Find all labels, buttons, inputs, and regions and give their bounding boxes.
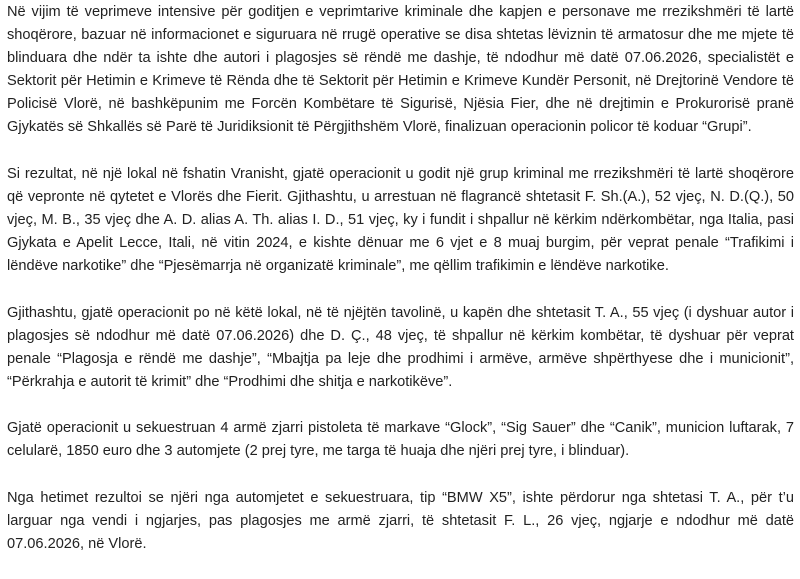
paragraph-operation-intro: Në vijim të veprimeve intensive për goditjen e veprimtarive kriminale dhe kapjen e personave me rrezikshmëri të lartë shoqërore, bazuar në informacionet e siguruara në rrugë operative se disa shtetas lëviznin të armatosur dhe me mjete të blinduara dhe ndër ta ishte dhe autori i plagosjes së rëndë me dashje, të ndodhur më datë 07.06.2026, specialistët e Sektorit për Hetimin e Krimeve të Rënda dhe të Sektorit për Hetimin e Krimeve Kundër Personit, në Drejtorinë Vendore të Policisë Vlorë, në bashkëpunim me Forcën Kombëtare të Sigurisë, Njësia Fier, dhe në drejtimin e Prokurorisë pranë Gjykatës së Shkallës së Parë të Juridiksionit të Përgjithshëm Vlorë, finalizuan operacionin policor të koduar “Grupi”. [7,4,794,136]
paragraph-seizures: Gjatë operacionit u sekuestruan 4 armë zjarri pistoleta të markave “Glock”, “Sig Sauer” dhe “Canik”, municion luftarak, 7 celularë, 1850 euro dhe 3 automjete (2 prej tyre, me targa të huaja dhe njëri prej tyre, i blinduar). [7,420,794,460]
paragraph-arrests: Si rezultat, në një lokal në fshatin Vranisht, gjatë operacionit u godit një grup kriminal me rrezikshmëri të lartë shoqërore që vepronte në qytetet e Vlorës dhe Fierit. Gjithashtu, u arrestuan në flagrancë shtetasit F. Sh.(A.), 52 vjeç, N. D.(Q.), 50 vjeç, M. B., 35 vjeç dhe A. D. alias A. Th. alias I. D., 51 vjeç, ky i fundit i shpallur në kërkim ndërkombëtar, nga Italia, pasi Gjykata e Apelit Lecce, Itali, në vitin 2024, e kishte dënuar me 6 vjet e 8 muaj burgim, për veprat penale “Trafikimi i lëndëve narkotike” dhe “Pjesëmarrja në organizatë kriminale”, me qëllim trafikimin e lëndëve narkotike. [7,165,794,275]
paragraph-investigation-result: Nga hetimet rezultoi se njëri nga automjetet e sekuestruara, tip “BMW X5”, ishte përdorur nga shtetasi T. A., për t’u larguar nga vendi i ngjarjes, pas plagosjes me armë zjarri, të shtetasit F. L., 26 vjeç, ngjarje e ndodhur më datë 07.06.2026, në Vlorë. [7,489,794,552]
paragraph-additional-captures: Gjithashtu, gjatë operacionit po në këtë lokal, në të njëjtën tavolinë, u kapën dhe shtetasit T. A., 55 vjeç (i dyshuar autor i plagosjes së ndodhur më datë 07.06.2026) dhe D. Ç., 48 vjeç, të shpallur në kërkim kombëtar, të dyshuar për veprat penale “Plagosja e rëndë me dashje”, “Mbajtja pa leje dhe prodhimi i armëve, armëve shpërthyese dhe i municionit”, “Përkrahja e autorit të krimit” dhe “Prodhimi dhe shitja e narkotikëve”. [7,304,794,390]
